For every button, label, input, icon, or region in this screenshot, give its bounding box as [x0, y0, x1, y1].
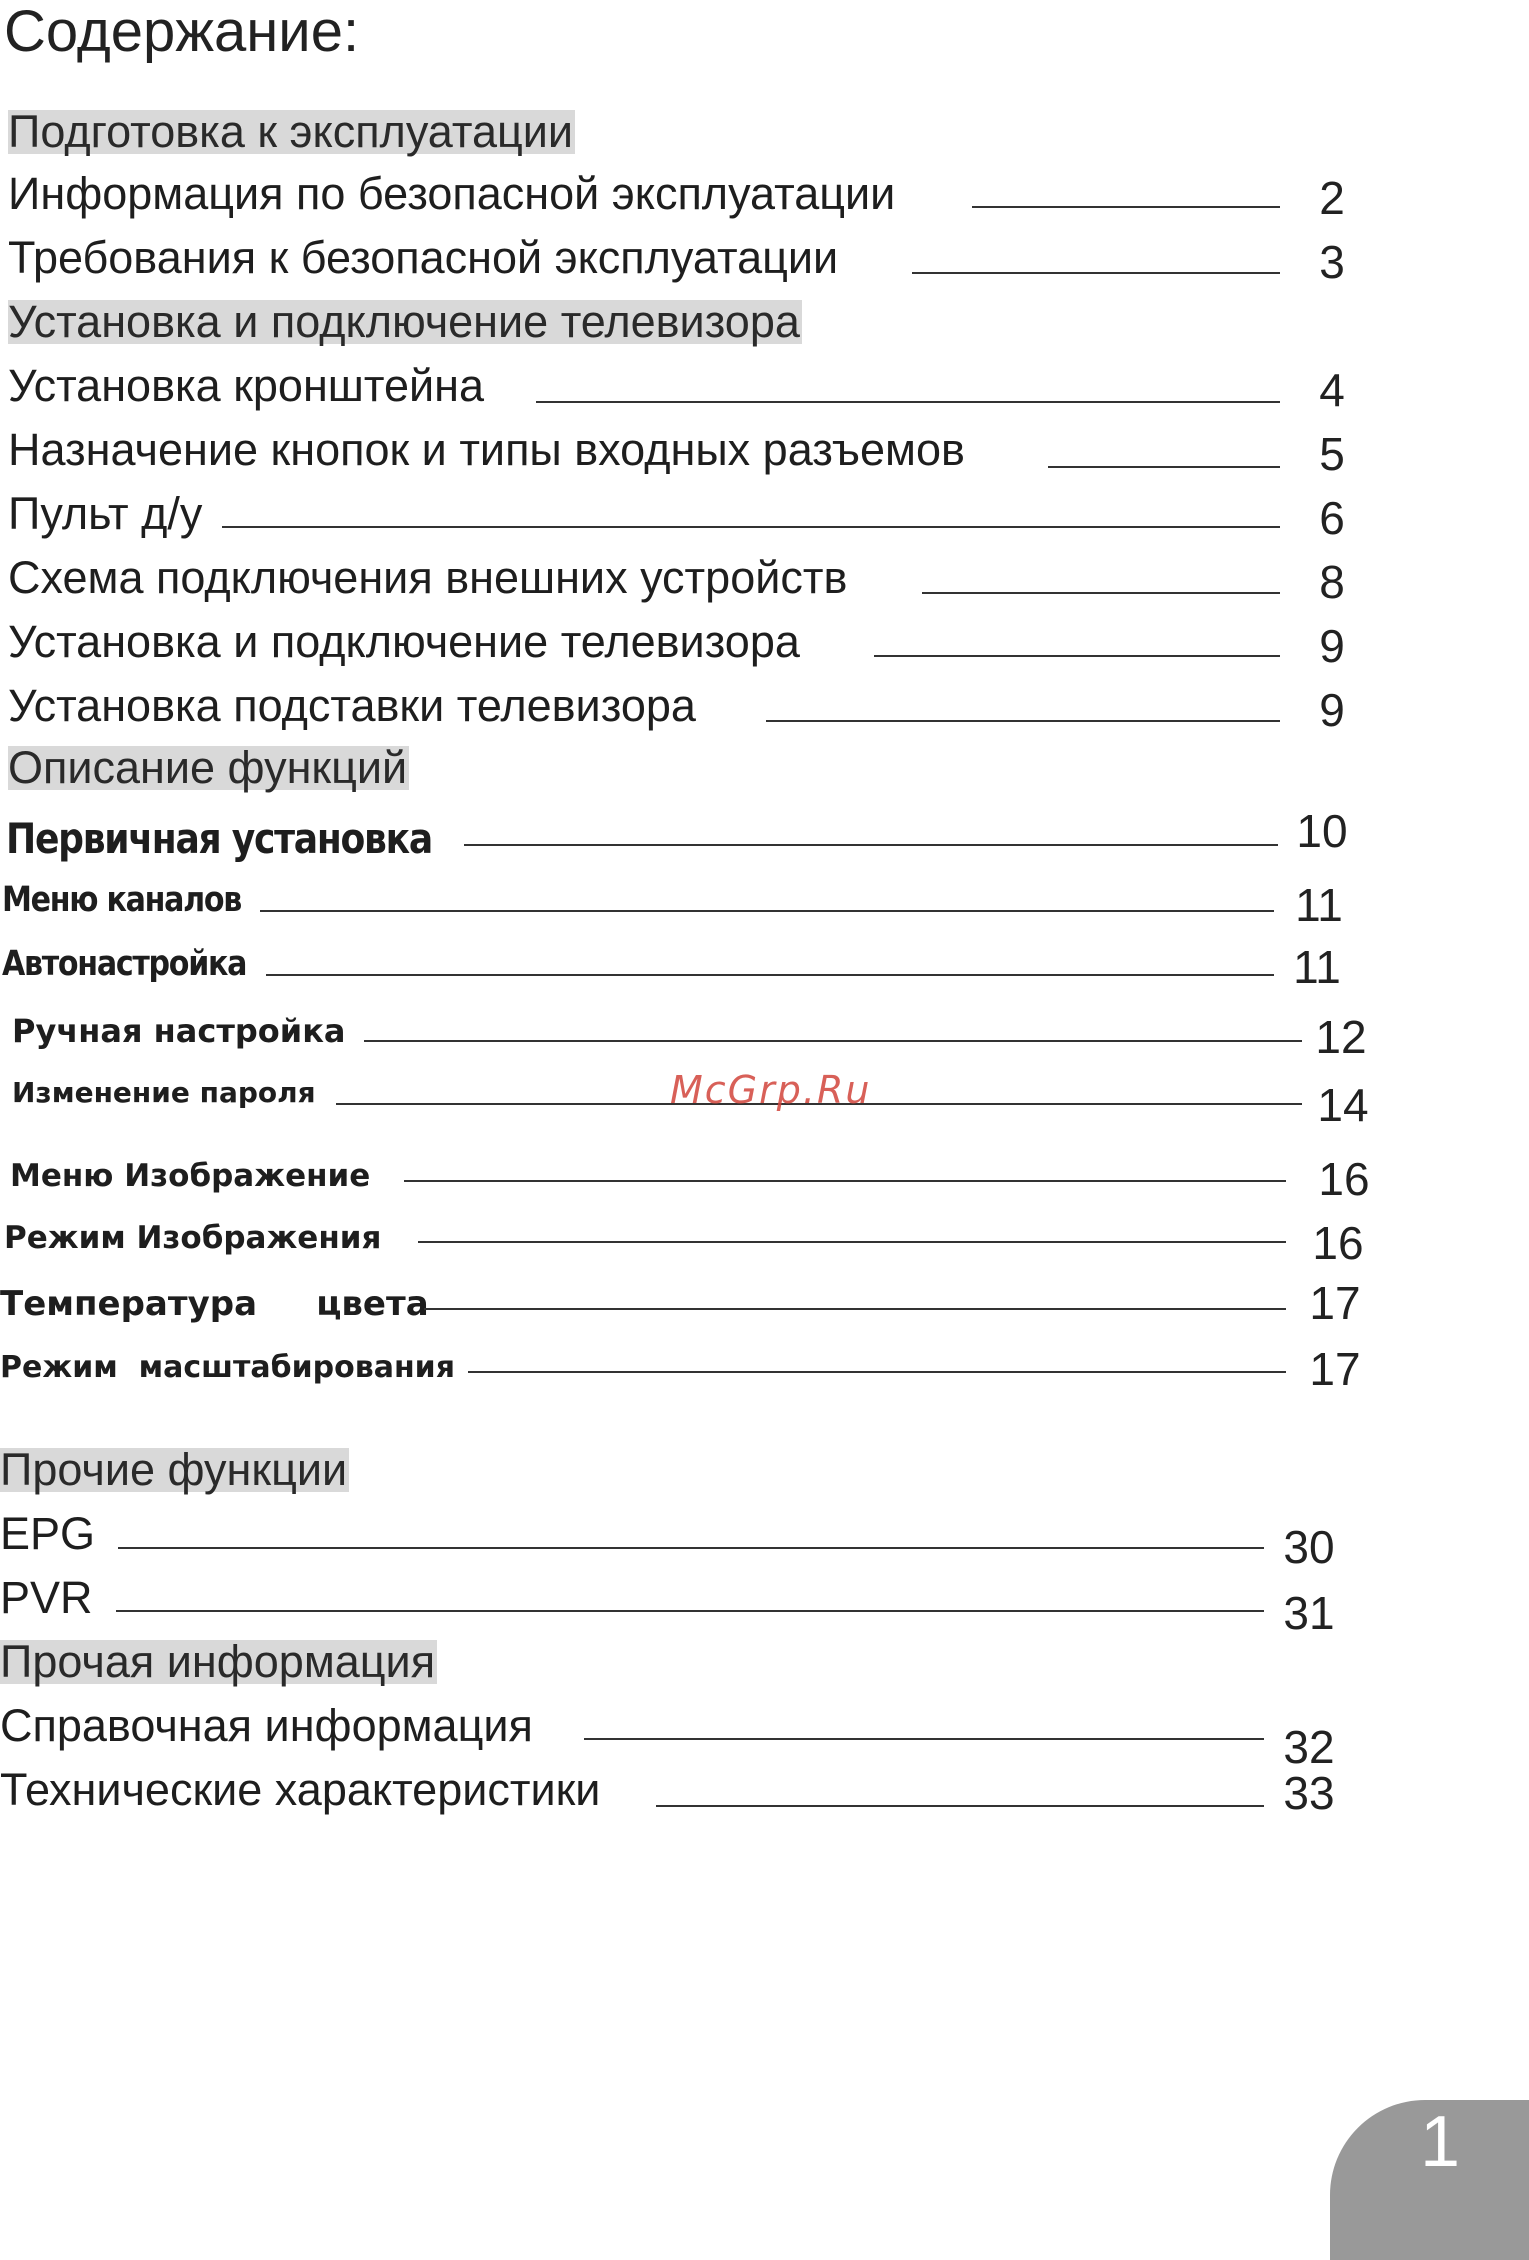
- toc-entry-page: 11: [1293, 941, 1341, 993]
- toc-entry-page: 17: [1309, 1343, 1361, 1395]
- toc-entry-label: Режим Изображения: [4, 1220, 382, 1256]
- toc-entry-page: 12: [1315, 1011, 1367, 1063]
- page-number: 1: [1419, 2102, 1461, 2182]
- toc-leader: [404, 1180, 1286, 1182]
- toc-entry-label: Установка подставки телевизора: [8, 680, 696, 731]
- toc-leader: [118, 1547, 1264, 1549]
- toc-leader: [418, 1241, 1286, 1243]
- toc-entry-label: PVR: [0, 1572, 93, 1623]
- toc-leader: [116, 1610, 1264, 1612]
- toc-leader: [464, 844, 1278, 846]
- toc-leader: [468, 1371, 1286, 1373]
- toc-entry-page: 2: [1319, 172, 1345, 224]
- toc-entry-page: 11: [1295, 879, 1343, 931]
- toc-leader: [424, 1308, 1286, 1310]
- toc-entry-label: Назначение кнопок и типы входных разъемов: [8, 424, 965, 475]
- toc-entry-label: Температура цвета: [0, 1284, 429, 1324]
- toc-entry-page: 17: [1309, 1277, 1361, 1329]
- toc-entry-label: Пульт д/у: [8, 488, 203, 539]
- toc-entry-page: 33: [1283, 1767, 1335, 1819]
- toc-entry-page: 3: [1319, 236, 1345, 288]
- toc-leader: [260, 910, 1274, 912]
- toc-leader: [766, 720, 1280, 722]
- toc-leader: [584, 1738, 1264, 1740]
- toc-entry-label: Автонастройка: [2, 944, 247, 984]
- toc-leader: [874, 655, 1280, 657]
- toc-leader: [656, 1805, 1264, 1807]
- section-heading-other-functions: Прочие функции: [0, 1444, 348, 1495]
- toc-entry-label: Установка кронштейна: [8, 360, 485, 411]
- toc-entry-label: Технические характеристики: [0, 1764, 601, 1815]
- toc-entry-page: 32: [1283, 1721, 1335, 1773]
- section-heading-functions: Описание функций: [8, 742, 408, 793]
- toc-entry-page: 8: [1319, 556, 1345, 608]
- toc-entry-label: Схема подключения внешних устройств: [8, 552, 848, 603]
- toc-entry-page: 4: [1319, 364, 1345, 416]
- toc-entry-label: Информация по безопасной эксплуатации: [8, 168, 896, 219]
- section-heading-other-info: Прочая информация: [0, 1636, 436, 1687]
- toc-leader: [222, 526, 1280, 528]
- toc-entry-page: 14: [1317, 1079, 1369, 1131]
- toc-leader: [922, 592, 1280, 594]
- toc-entry-page: 31: [1283, 1587, 1335, 1639]
- toc-entry-label: Меню Изображение: [10, 1158, 371, 1194]
- toc-leader: [972, 206, 1280, 208]
- toc-entry-label: Режим масштабирования: [0, 1350, 455, 1385]
- toc-entry-label: Требования к безопасной эксплуатации: [8, 232, 839, 283]
- toc-entry-label: Ручная настройка: [12, 1012, 346, 1050]
- toc-leader: [364, 1040, 1302, 1042]
- toc-entry-label: Изменение пароля: [12, 1076, 316, 1109]
- section-heading-preparation: Подготовка к эксплуатации: [8, 106, 574, 157]
- watermark: McGrp.Ru: [670, 1068, 872, 1112]
- toc-leader: [266, 974, 1274, 976]
- toc-entry-page: 16: [1312, 1217, 1364, 1269]
- toc-entry-label: Первичная установка: [6, 814, 432, 863]
- toc-leader: [1048, 466, 1280, 468]
- toc-entry-page: 10: [1296, 805, 1348, 857]
- toc-entry-label: Справочная информация: [0, 1700, 533, 1751]
- toc-entry-page: 9: [1319, 684, 1345, 736]
- toc-entry-label: Меню каналов: [2, 880, 242, 920]
- toc-entry-page: 5: [1319, 428, 1345, 480]
- toc-leader: [536, 401, 1280, 403]
- toc-entry-page: 6: [1319, 492, 1345, 544]
- toc-entry-page: 16: [1318, 1153, 1370, 1205]
- section-heading-installation: Установка и подключение телевизора: [8, 296, 800, 347]
- toc-entry-page: 30: [1283, 1521, 1335, 1573]
- toc-entry-page: 9: [1319, 620, 1345, 672]
- toc-leader: [912, 272, 1280, 274]
- toc-entry-label: EPG: [0, 1508, 96, 1559]
- page-title: Содержание:: [4, 0, 360, 64]
- toc-entry-label: Установка и подключение телевизора: [8, 616, 800, 667]
